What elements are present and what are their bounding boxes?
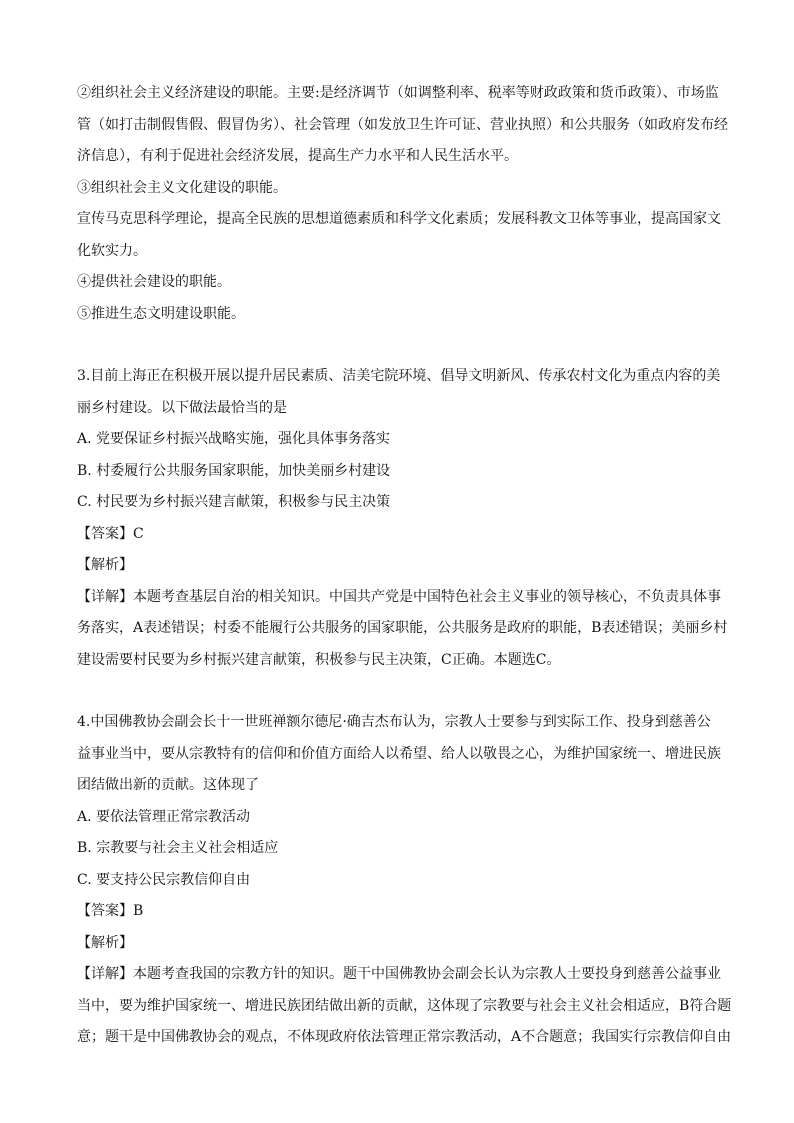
paragraph-line: ④提供社会建设的职能。 — [77, 274, 231, 290]
question-stem: 4.中国佛教协会副会长十一世班禅额尔德尼·确吉杰布认为，宗教人士要参与到实际工作、投身到慈善公 — [77, 714, 711, 730]
answer-label: 【答案】B — [77, 903, 144, 919]
paragraph-line: 管（如打击制假售假、假冒伪劣）、社会管理（如发放卫生许可证、营业执照）和公共服务（如政府发布经 — [77, 116, 728, 133]
spacer — [77, 330, 727, 361]
detail-line: 【详解】本题考查我国的宗教方针的知识。题干中国佛教协会副会长认为宗教人士要投身到慈善公益事业 — [77, 966, 721, 982]
paragraph-line: ③组织社会主义文化建设的职能。 — [77, 179, 287, 196]
option-c: C. 要支持公民宗教信仰自由 — [77, 871, 251, 888]
detail-line: 【详解】本题考查基层自治的相关知识。中国共产党是中国特色社会主义事业的领导核心，不负责具体事 — [77, 588, 721, 605]
paragraph-line: 济信息），有利于促进社会经济发展，提高生产力水平和人民生活水平。 — [77, 148, 518, 164]
document-content — [77, 78, 732, 1054]
paragraph-line: ⑤推进生态文明建设职能。 — [77, 305, 245, 322]
detail-line: 建设需要村民要为乡村振兴建言献策，积极参与民主决策，C正确。本题选C。 — [77, 651, 561, 668]
detail-line: 意；题干是中国佛教协会的观点，不体现政府依法管理正常宗教活动，A不合题意；我国实行宗教信仰自由 — [77, 1029, 732, 1045]
question-3 — [77, 361, 727, 676]
option-c: C. 村民要为乡村振兴建言献策，积极参与民主决策 — [77, 494, 391, 510]
analysis-label: 【解析】 — [77, 557, 133, 573]
paragraph-line: 化软实力。 — [77, 242, 147, 259]
paragraph-line: 宣传马克思科学理论，提高全民族的思想道德素质和科学文化素质；发展科教文卫体等事业，提高国家文 — [77, 211, 721, 227]
question-stem: 益事业当中，要从宗教特有的信仰和价值方面给人以希望、给人以敬畏之心，为维护国家统一、增进民族 — [77, 745, 721, 762]
detail-line: 务落实，A表述错误；村委不能履行公共服务的国家职能，公共服务是政府的职能，B表述错误；美丽乡村 — [77, 620, 728, 636]
section-state-functions — [77, 78, 727, 330]
question-4 — [77, 707, 732, 1054]
option-b: B. 村委履行公共服务国家职能，加快美丽乡村建设 — [77, 462, 391, 479]
option-a: A. 要依法管理正常宗教活动 — [77, 808, 251, 825]
option-b: B. 宗教要与社会主义社会相适应 — [77, 840, 279, 856]
question-stem: 3.目前上海正在积极开展以提升居民素质、洁美宅院环境、倡导文明新风、传承农村文化为重点内容的美 — [77, 368, 721, 384]
answer-label: 【答案】C — [77, 525, 144, 542]
question-stem: 团结做出新的贡献。这体现了 — [77, 777, 259, 793]
option-a: A. 党要保证乡村振兴战略实施，强化具体事务落实 — [77, 431, 391, 447]
paragraph-line: ②组织社会主义经济建设的职能。主要:是经济调节（如调整利率、税率等财政政策和货币政策）、市场监 — [77, 85, 719, 101]
spacer — [77, 676, 727, 707]
detail-line: 当中，要为维护国家统一、增进民族团结做出新的贡献，这体现了宗教要与社会主义社会相适应，B符合题 — [77, 997, 732, 1014]
analysis-label: 【解析】 — [77, 934, 133, 951]
question-stem: 丽乡村建设。以下做法最恰当的是 — [77, 399, 287, 416]
